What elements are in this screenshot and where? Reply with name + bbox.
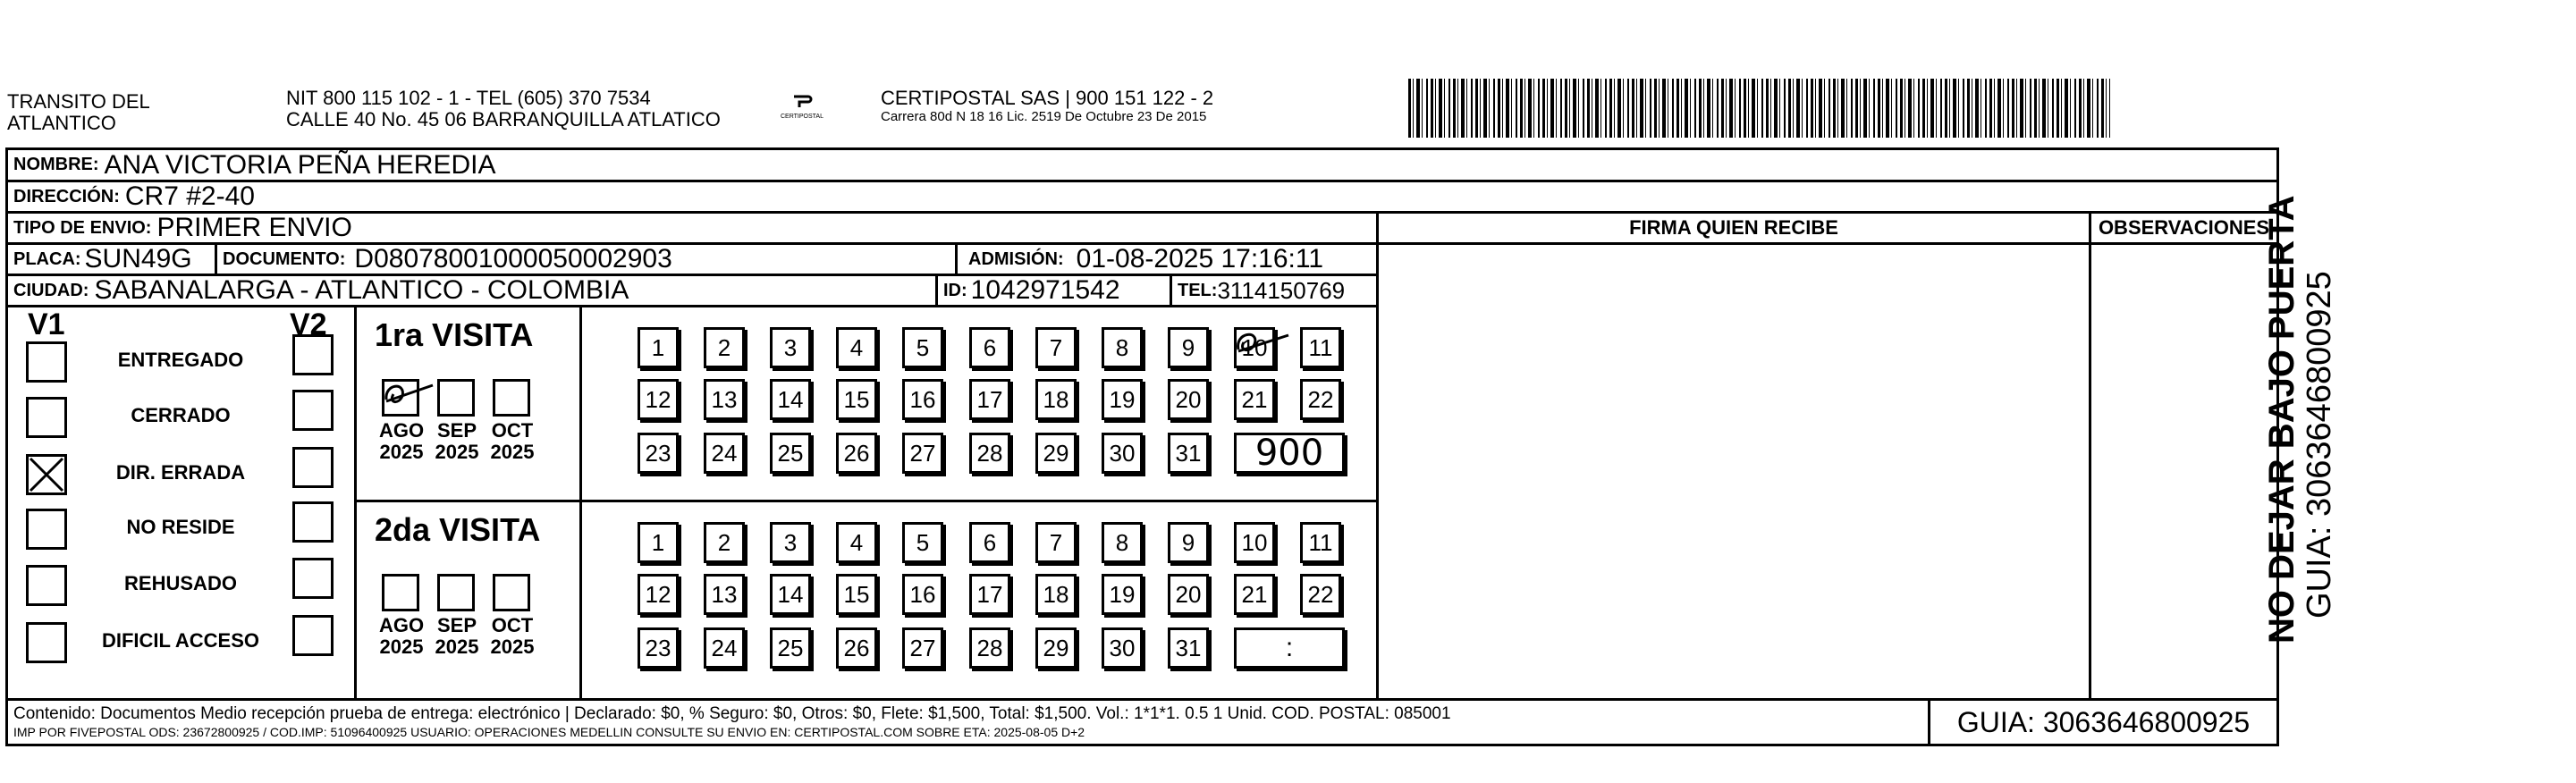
handwritten-check-icon [1229,323,1292,367]
day-box[interactable]: 25 [770,627,811,669]
day-box[interactable]: 11 [1300,327,1341,368]
day-box[interactable]: 31 [1168,433,1209,474]
v1-checkbox[interactable] [26,509,67,550]
status-label: DIFICIL ACCESO [101,629,259,652]
footer-imp: IMP POR FIVEPOSTAL ODS: 23672800925 / COD.IMP: 51096400925 USUARIO: OPERACIONES MEDELLIN CONSULTE SU ENVIO EN: CERTIPOSTAL.COM SOBRE ETA: 2025-08-05 D+2 [13,725,1085,739]
day-box[interactable]: 19 [1102,379,1143,420]
carrier-info: CERTIPOSTAL SAS | 900 151 122 - 2 Carrera 80d N 18 16 Lic. 2519 De Octubre 23 De 2015 [881,87,1214,124]
day-box[interactable]: 15 [836,574,877,615]
day-box[interactable]: 1 [638,327,679,368]
day-box[interactable]: 9 [1168,522,1209,563]
v2-checkbox[interactable] [292,390,334,431]
placa-cell: PLACA: SUN49G [8,245,217,274]
month-checkbox-oct[interactable] [493,574,530,611]
day-box[interactable]: 11 [1300,522,1341,563]
month-label: AGO 2025 [378,614,425,658]
side-guia: GUIA: 3063646800925 [2301,271,2338,619]
day-box[interactable]: 19 [1102,574,1143,615]
day-box[interactable]: 16 [902,379,943,420]
handwritten-check-icon [381,376,435,416]
day-box[interactable]: 23 [638,433,679,474]
v1-checkbox[interactable] [26,622,67,663]
month-checkbox-ago[interactable] [382,379,419,417]
month-label: SEP 2025 [435,614,479,658]
v1-checkbox[interactable] [26,454,67,495]
day-box[interactable]: 18 [1035,379,1077,420]
day-box[interactable]: 28 [969,627,1010,669]
v1-checkbox[interactable] [26,397,67,438]
tel-cell: TEL: 3114150769 [1178,276,1346,304]
month-checkbox-sep[interactable] [437,379,475,417]
documento-cell: DOCUMENTO: D08078001000050002903 [217,245,958,274]
v2-checkbox[interactable] [292,501,334,543]
ciudad-row [8,276,1376,307]
day-box[interactable]: 20 [1168,379,1209,420]
v2-checkbox[interactable] [292,334,334,375]
footer-info [8,698,1930,744]
day-box[interactable]: 21 [1234,379,1275,420]
day-box[interactable]: 3 [770,522,811,563]
month-checkbox-sep[interactable] [437,574,475,611]
observaciones-area[interactable] [2091,214,2276,698]
day-box[interactable]: 17 [969,379,1010,420]
visit-1-title: 1ra VISITA [375,316,534,353]
day-box[interactable]: 30 [1102,433,1143,474]
time-box[interactable]: 900 [1234,433,1345,474]
day-box[interactable]: 4 [836,522,877,563]
day-box[interactable]: 17 [969,574,1010,615]
admision-cell: ADMISIÓN: 01-08-2025 17:16:11 [968,244,1324,274]
company-name: TRANSITO DEL ATLANTICO [7,90,150,134]
observaciones-label: OBSERVACIONES [2091,214,2276,245]
v1-checkbox[interactable] [26,565,67,606]
day-box[interactable]: 24 [704,627,745,669]
footer-contenido: Contenido: Documentos Medio recepción prueba de entrega: electrónico | Declarado: $0, % Seguro: $0, Otros: $0, Flete: $1,500, Total: $1,500. Vol.: 1*1*1. 0.5 1 Unid. COD. POSTAL: 085001 [13,704,1451,723]
day-box[interactable]: 21 [1234,574,1275,615]
day-box[interactable]: 29 [1035,627,1077,669]
day-box[interactable]: 5 [902,327,943,368]
day-box[interactable]: 2 [704,522,745,563]
month-label: SEP 2025 [435,419,479,463]
day-box[interactable]: 7 [1035,522,1077,563]
day-box[interactable]: 22 [1300,574,1341,615]
v1-checkbox[interactable] [26,341,67,383]
status-label: NO RESIDE [126,516,235,538]
day-box[interactable]: 8 [1102,522,1143,563]
day-box[interactable]: 28 [969,433,1010,474]
nombre-row: NOMBRE: ANA VICTORIA PEÑA HEREDIA [8,150,2276,182]
day-box[interactable]: 24 [704,433,745,474]
day-box[interactable]: 22 [1300,379,1341,420]
direccion-row: DIRECCIÓN: CR7 #2-40 [8,182,2276,214]
day-box[interactable]: 13 [704,574,745,615]
id-cell: ID: 1042971542 [938,276,1172,305]
side-warning-block [2262,161,2337,644]
day-box[interactable]: 13 [704,379,745,420]
day-box[interactable]: 15 [836,379,877,420]
day-box[interactable]: 14 [770,379,811,420]
day-box[interactable]: 27 [902,627,943,669]
status-label: ENTREGADO [117,349,244,371]
v2-checkbox[interactable] [292,615,334,656]
footer-guia: GUIA: 3063646800925 [1930,698,2276,744]
tracking-barcode [1408,79,2110,138]
day-box[interactable]: 10 [1234,522,1275,563]
day-box[interactable]: 3 [770,327,811,368]
delivery-form [5,147,2279,746]
company-contact: NIT 800 115 102 - 1 - TEL (605) 370 7534 CALLE 40 No. 45 06 BARRANQUILLA ATLATICO [286,87,721,130]
day-box[interactable]: 14 [770,574,811,615]
placa-row [8,245,1376,276]
day-box[interactable]: 1 [638,522,679,563]
day-box[interactable]: 31 [1168,627,1209,669]
v2-label: V2 [290,307,327,341]
month-checkbox-ago[interactable] [382,574,419,611]
month-label: OCT 2025 [490,614,535,658]
firma-area[interactable] [1376,214,2091,698]
day-box[interactable]: 25 [770,433,811,474]
day-box[interactable]: 26 [836,433,877,474]
day-box[interactable]: 29 [1035,433,1077,474]
status-label: REHUSADO [124,572,237,594]
v2-checkbox[interactable] [292,447,334,488]
firma-label: FIRMA QUIEN RECIBE [1379,214,2089,245]
day-box[interactable]: 18 [1035,574,1077,615]
time-box[interactable]: : [1234,627,1345,669]
day-box[interactable]: 8 [1102,327,1143,368]
day-box[interactable]: 9 [1168,327,1209,368]
month-checkbox-oct[interactable] [493,379,530,417]
v2-checkbox[interactable] [292,558,334,599]
day-box[interactable]: 7 [1035,327,1077,368]
day-box[interactable]: 4 [836,327,877,368]
day-box[interactable]: 16 [902,574,943,615]
day-box[interactable]: 12 [638,379,679,420]
day-box[interactable]: 2 [704,327,745,368]
logo-mark-icon [791,93,813,109]
day-box[interactable]: 6 [969,327,1010,368]
day-box[interactable]: 10 [1234,327,1275,368]
day-box[interactable]: 12 [638,574,679,615]
day-box[interactable]: 26 [836,627,877,669]
tipo-row: TIPO DE ENVIO: PRIMER ENVIO [8,214,1376,245]
day-box[interactable]: 6 [969,522,1010,563]
month-label: OCT 2025 [490,419,535,463]
x-mark-icon [29,457,64,493]
status-label: DIR. ERRADA [115,461,246,484]
certipostal-logo: CERTIPOSTAL [771,93,833,121]
visit-2-title: 2da VISITA [375,511,541,548]
day-box[interactable]: 27 [902,433,943,474]
side-warning: NO DEJAR BAJO PUERTA [2262,195,2302,644]
ciudad-cell: CIUDAD: SABANALARGA - ATLANTICO - COLOMBIA [8,276,938,305]
v1-label: V1 [28,307,65,341]
day-box[interactable]: 20 [1168,574,1209,615]
day-box[interactable]: 30 [1102,627,1143,669]
day-box[interactable]: 5 [902,522,943,563]
month-label: AGO 2025 [378,419,425,463]
status-label: CERRADO [131,404,231,426]
day-box[interactable]: 23 [638,627,679,669]
